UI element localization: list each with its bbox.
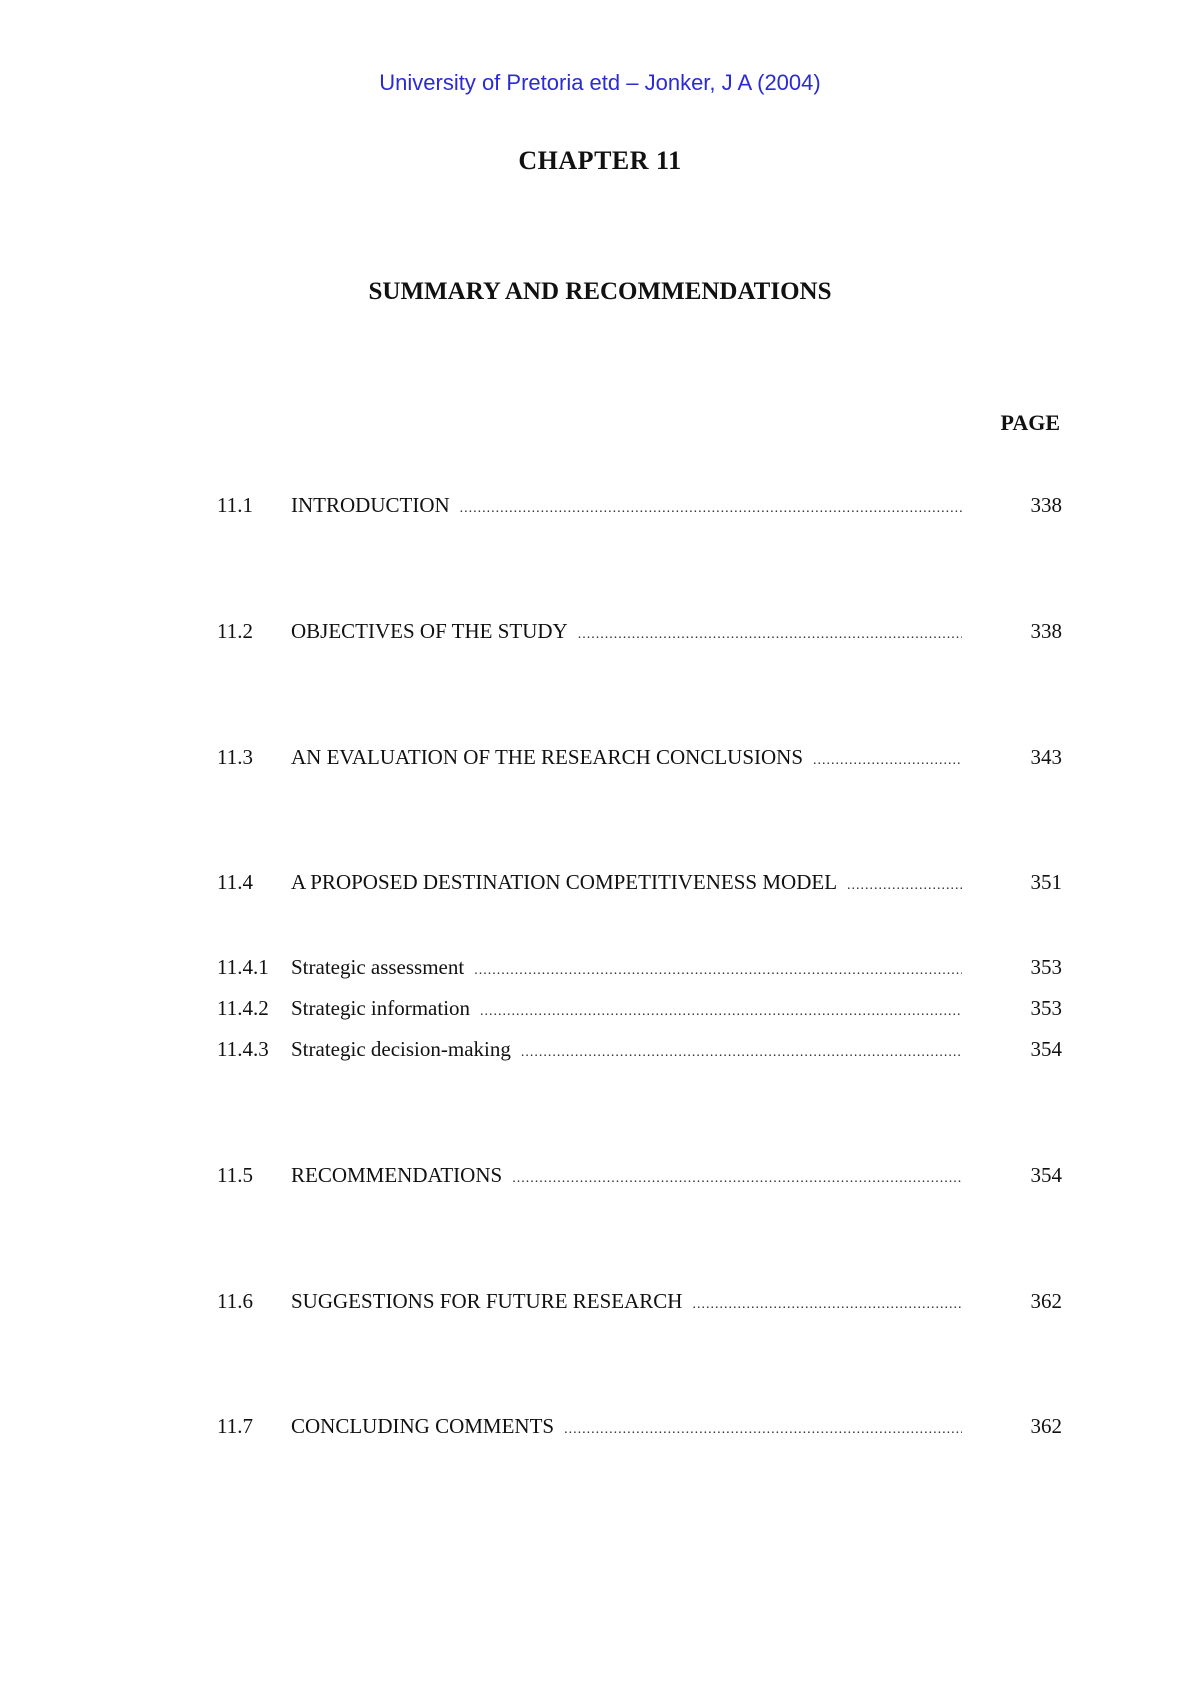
toc-entry-page: 353: [1030, 955, 1062, 979]
toc-entry-page: 354: [1030, 1163, 1062, 1187]
toc-entry-title: Strategic decision-making: [291, 1037, 511, 1061]
toc-leader-dots: [480, 1004, 962, 1020]
toc-leader-dots: [578, 627, 962, 643]
toc-entry-page: 338: [1030, 493, 1062, 517]
toc-leader-dots: [813, 753, 962, 769]
toc-entry-title: AN EVALUATION OF THE RESEARCH CONCLUSIONS: [291, 745, 804, 769]
toc-entry-page: 362: [1030, 1289, 1062, 1313]
toc-entry-number: 11.4.3: [217, 1037, 269, 1061]
toc-entry-11-3[interactable]: [217, 745, 1062, 775]
toc-entry-page: 338: [1030, 619, 1062, 643]
toc-leader-dots: [512, 1171, 962, 1187]
toc-entry-number: 11.2: [217, 619, 253, 643]
toc-entry-number: 11.7: [217, 1414, 253, 1438]
toc-entry-title: INTRODUCTION: [291, 493, 450, 517]
toc-entry-number: 11.5: [217, 1163, 253, 1187]
toc-leader-dots: [564, 1422, 962, 1438]
toc-entry-11-4-3[interactable]: [217, 1037, 1062, 1067]
toc-entry-11-1[interactable]: [217, 493, 1062, 523]
toc-entry-number: 11.3: [217, 745, 253, 769]
toc-entry-number: 11.4: [217, 870, 253, 894]
toc-entry-11-4-1[interactable]: [217, 955, 1062, 985]
watermark-header: University of Pretoria etd – Jonker, J A (2004): [379, 70, 821, 95]
toc-entry-11-4[interactable]: [217, 870, 1062, 900]
toc-entry-page: 354: [1030, 1037, 1062, 1061]
toc-entry-11-5[interactable]: [217, 1163, 1062, 1193]
toc-entry-11-6[interactable]: [217, 1289, 1062, 1319]
toc-entry-number: 11.1: [217, 493, 253, 517]
toc-entry-page: 343: [1030, 745, 1062, 769]
toc-entry-number: 11.4.2: [217, 996, 269, 1020]
toc-entry-11-2[interactable]: [217, 619, 1062, 649]
toc-entry-title: SUGGESTIONS FOR FUTURE RESEARCH: [291, 1289, 683, 1313]
toc-entry-title: A PROPOSED DESTINATION COMPETITIVENESS MODEL: [291, 870, 838, 894]
toc-entry-page: 351: [1030, 870, 1062, 894]
toc-entry-title: RECOMMENDATIONS: [291, 1163, 503, 1187]
toc-leader-dots: [460, 501, 962, 517]
toc-leader-dots: [521, 1045, 962, 1061]
toc-leader-dots: [474, 963, 962, 979]
toc-leader-dots: [692, 1297, 962, 1313]
chapter-label: CHAPTER 11: [518, 146, 682, 175]
toc-page-column-header: PAGE: [1000, 410, 1060, 435]
toc-entry-title: OBJECTIVES OF THE STUDY: [291, 619, 568, 643]
toc-entry-page: 362: [1030, 1414, 1062, 1438]
toc-entry-number: 11.4.1: [217, 955, 269, 979]
toc-entry-title: Strategic assessment: [291, 955, 465, 979]
toc-entry-title: CONCLUDING COMMENTS: [291, 1414, 555, 1438]
toc-entry-title: Strategic information: [291, 996, 471, 1020]
toc-entry-page: 353: [1030, 996, 1062, 1020]
toc-entry-11-4-2[interactable]: [217, 996, 1062, 1026]
toc-entry-11-7[interactable]: [217, 1414, 1062, 1444]
toc-leader-dots: [847, 878, 962, 894]
toc-entry-number: 11.6: [217, 1289, 253, 1313]
chapter-title: SUMMARY AND RECOMMENDATIONS: [368, 278, 832, 305]
